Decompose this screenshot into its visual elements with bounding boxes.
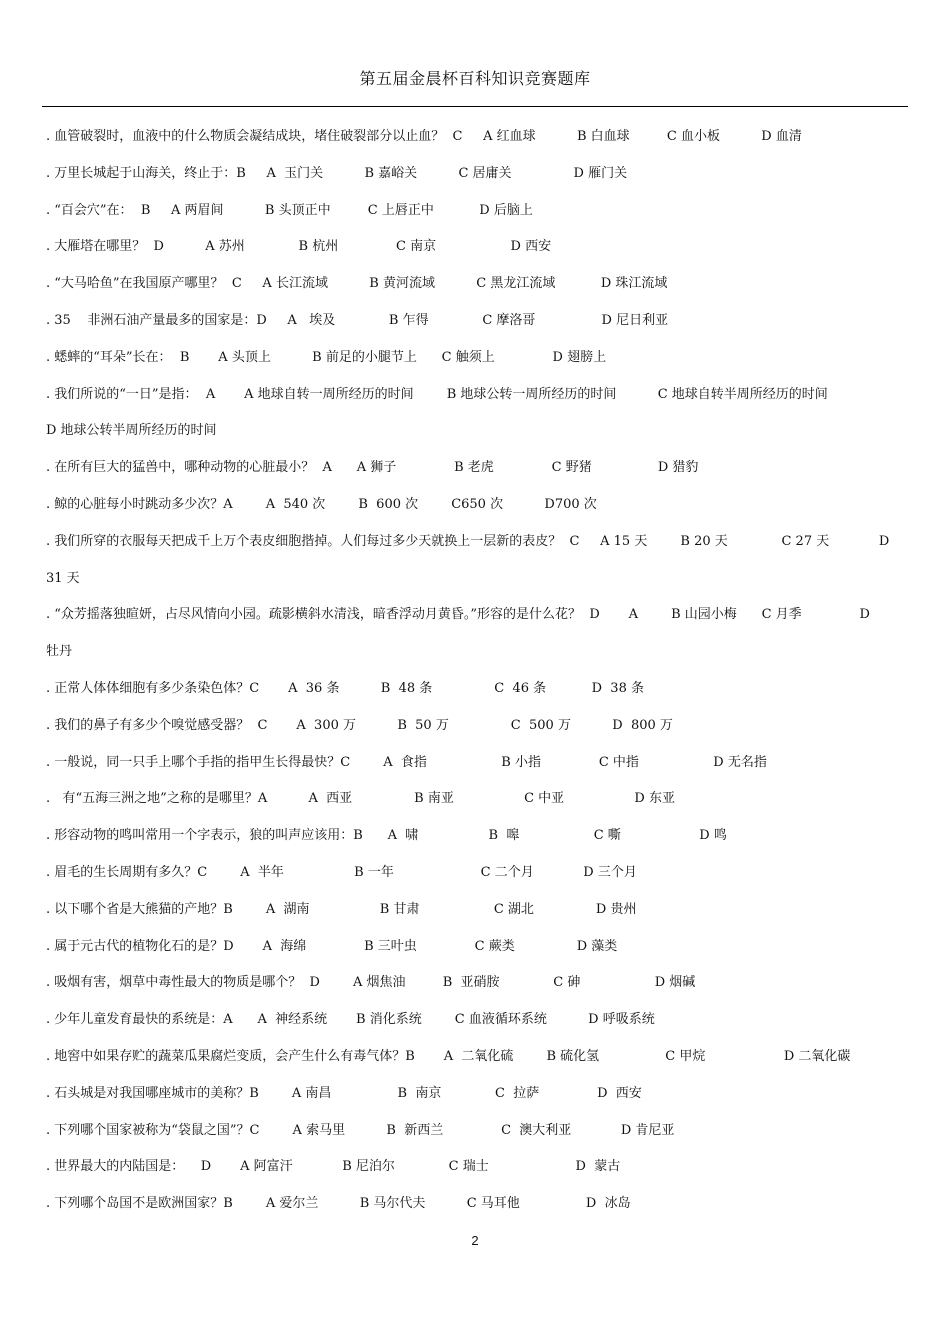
question-line: . 正常人体体细胞有多少条染色体？C A 36 条 B 48 条 C 46 条 D 38 条 [46, 680, 644, 696]
question-line: 牡丹 [46, 644, 73, 660]
question-line: . 吸烟有害，烟草中毒性最大的物质是哪个？ D A 烟焦油 B 亚硝胺 C 砷 D 烟碱 [46, 975, 696, 991]
question-line: . 形容动物的鸣叫常用一个字表示，狼的叫声应该用：B A 啸 B 嗥 C 嘶 D 鸣 [46, 828, 727, 844]
question-line: . 我们的鼻子有多少个嗅觉感受器？ C A 300 万 B 50 万 C 500 万 D 800 万 [46, 717, 673, 733]
question-list [46, 122, 912, 1226]
question-line: . “众芳摇落独暄妍，占尽风情向小园。疏影横斜水清浅，暗香浮动月黄昏。”形容的是什么花？ D A B 山园小梅 C 月季 D [46, 607, 870, 623]
question-line: . 蟋蟀的“耳朵”长在： B A 头顶上 B 前足的小腿节上 C 触须上 D 翅膀上 [46, 349, 607, 365]
question-line: . 血管破裂时，血液中的什么物质会凝结成块，堵住破裂部分以止血？ C A 红血球 B 白血球 C 血小板 D 血清 [46, 129, 802, 144]
page-number: 2 [471, 1233, 479, 1248]
question-line: 31 天 [46, 570, 80, 586]
question-line: . 少年儿童发育最快的系统是：A A 神经系统 B 消化系统 C 血液循环系统 D 呼吸系统 [46, 1012, 655, 1028]
question-line: . 世界最大的内陆国是： D A 阿富汗 B 尼泊尔 C 瑞士 D 蒙古 [46, 1159, 621, 1175]
question-line: . 以下哪个省是大熊猫的产地？B A 湖南 B 甘肃 C 湖北 D 贵州 [46, 901, 637, 917]
question-line: . “大马哈鱼”在我国原产哪里？ C A 长江流域 B 黄河流域 C 黑龙江流域 D 珠江流域 [46, 276, 668, 292]
question-line: . 一般说，同一只手上哪个手指的指甲生长得最快？C A 食指 B 小指 C 中指 D 无名指 [46, 754, 767, 770]
question-line: . 石头城是对我国哪座城市的美称？B A 南昌 B 南京 C 拉萨 D 西安 [46, 1085, 642, 1101]
question-line: . 大雁塔在哪里？ D A 苏州 B 杭州 C 南京 D 西安 [46, 239, 552, 255]
question-line: . 35 非洲石油产量最多的国家是：D A 埃及 B 乍得 C 摩洛哥 D 尼日利亚 [46, 312, 669, 328]
question-line: . 下列哪个岛国不是欧洲国家？B A 爱尔兰 B 马尔代夫 C 马耳他 D 冰岛 [46, 1196, 631, 1212]
question-line: . 我们所穿的衣服每天把成千上万个表皮细胞揩掉。人们每过多少天就换上一层新的表皮？ C A 15 天 B 20 天 C 27 天 D [46, 533, 890, 549]
question-line: . 我们所说的“一日”是指： A A 地球自转一周所经历的时间 B 地球公转一周所经历的时间 C 地球自转半周所经历的时间 [46, 386, 828, 402]
page-title: 第五届金晨杯百科知识竞赛题库 [359, 69, 591, 88]
question-line: . 万里长城起于山海关，终止于：B A 玉门关 B 嘉峪关 C 居庸关 D 雁门关 [46, 165, 628, 181]
header-divider [42, 106, 908, 107]
question-line: . 眉毛的生长周期有多久？C A 半年 B 一年 C 二个月 D 三个月 [46, 864, 637, 880]
question-line: . 地窖中如果存贮的蔬菜瓜果腐烂变质，会产生什么有毒气体？B A 二氧化硫 B 硫化氢 C 甲烷 D 二氧化碳 [46, 1048, 851, 1064]
question-line: . 有“五海三洲之地”之称的是哪里？A A 西亚 B 南亚 C 中亚 D 东亚 [46, 791, 675, 807]
question-line: . 鲸的心脏每小时跳动多少次？A A 540 次 B 600 次 C650 次 D700 次 [46, 496, 597, 512]
question-line: D 地球公转半周所经历的时间 [46, 423, 217, 439]
question-line: . 在所有巨大的猛兽中，哪种动物的心脏最小？ A A 狮子 B 老虎 C 野猪 D 猎豹 [46, 460, 699, 476]
question-line: . “百会穴”在： B A 两眉间 B 头顶正中 C 上唇正中 D 后脑上 [46, 202, 533, 218]
question-line: . 下列哪个国家被称为“袋鼠之国”？C A 索马里 B 新西兰 C 澳大利亚 D 肯尼亚 [46, 1122, 675, 1138]
question-line: . 属于元古代的植物化石的是？D A 海绵 B 三叶虫 C 蕨类 D 藻类 [46, 938, 618, 954]
